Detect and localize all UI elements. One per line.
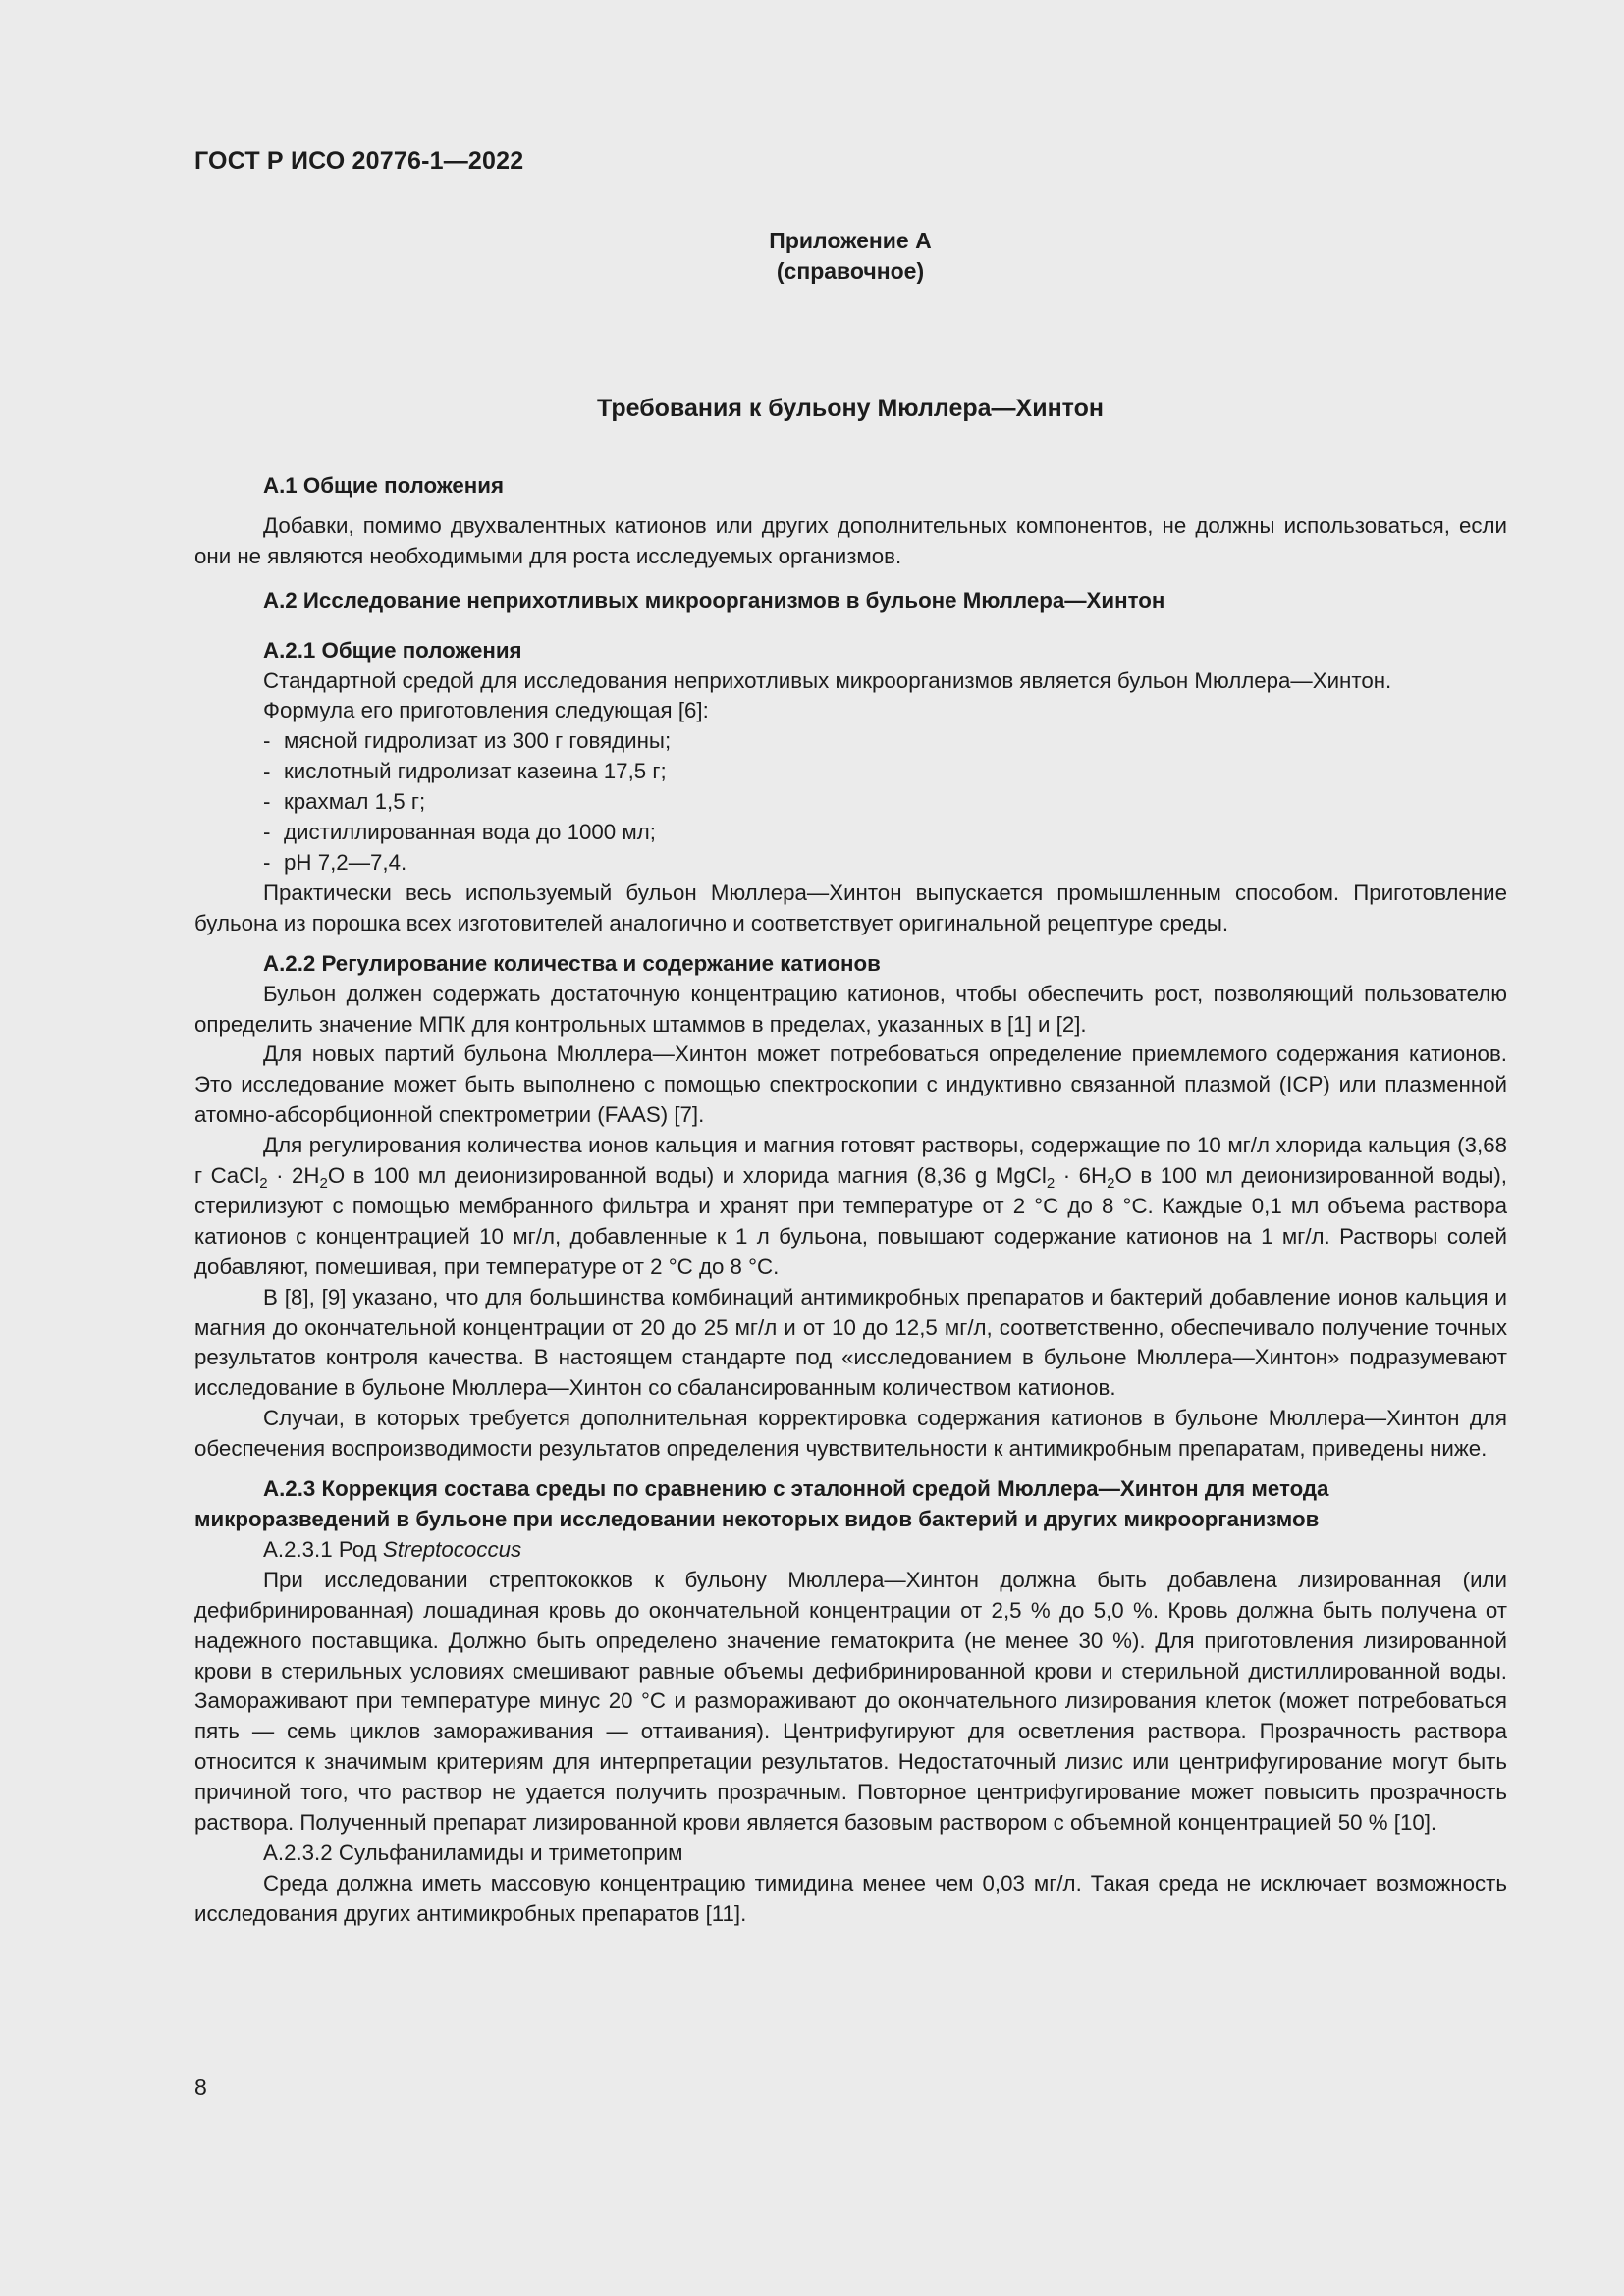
paragraph: При исследовании стрептококков к бульону Мюллера—Хинтон должна быть добавлена лизированная (или дефибринированная) лошадиная кровь до окончательной концентрации от 2,5 % до 5,0 %. Кровь должна быть получена от надежного поставщика. Должно быть определено значение гематокрита (не менее 30 %). Для приготовления лизированной крови в стерильных условиях смешивают равные объемы дефибринированной крови и стерильной дистиллированной воды. Замораживают при температуре минус 20 °С и размораживают до окончательного лизирования клеток (может потребоваться пять — семь циклов замораживания — оттаивания). Центрифугируют для осветления раствора. Прозрачность раствора относится к значимым критериям для интерпретации результатов. Недостаточный лизис или центрифугирование могут быть причиной того, что раствор не удается получить прозрачным. Повторное центрифугирование может повысить прозрачность раствора. Полученный препарат лизированной крови является базовым раствором с объемной концентрацией 50 % [10]. (194, 1567, 1507, 1836)
list-item: - крахмал 1,5 г; (263, 789, 426, 815)
page-number: 8 (194, 2074, 207, 2100)
section-heading-a1: А.1 Общие положения (263, 473, 504, 498)
paragraph: Для новых партий бульона Мюллера—Хинтон может потребоваться определение приемлемого содержания катионов. Это исследование может быть выполнено с помощью спектроскопии с индуктивно связанной плазмой (ICP) или плазменной атомно-абсорбционной спектрометрии (FAAS) [7]. (194, 1041, 1507, 1128)
list-item: - мясной гидролизат из 300 г говядины; (263, 728, 672, 754)
document-header: ГОСТ Р ИСО 20776-1—2022 (194, 147, 524, 175)
document-body (194, 471, 1507, 1930)
subsection-heading-a232: А.2.3.2 Сульфаниламиды и триметоприм (263, 1840, 683, 1865)
genus-name: Streptococcus (382, 1536, 522, 1562)
page-title: Требования к бульону Мюллера—Хинтон (597, 395, 1104, 422)
paragraph: Формула его приготовления следующая [6]: (263, 698, 709, 723)
appendix-title: Приложение А (769, 228, 932, 253)
list-item: - дистиллированная вода до 1000 мл; (263, 820, 656, 845)
paragraph: Стандартной средой для исследования неприхотливых микроорганизмов является бульон Мюллера—Хинтон. (263, 667, 1392, 693)
section-heading-a21: А.2.1 Общие положения (263, 637, 522, 663)
paragraph: Добавки, помимо двухвалентных катионов или других дополнительных компонентов, не должны использоваться, если они не являются необходимыми для роста исследуемых организмов. (194, 512, 1507, 568)
paragraph: Среда должна иметь массовую концентрацию тимидина менее чем 0,03 мг/л. Такая среда не исключает возможность исследования других антимикробных препаратов [11]. (194, 1870, 1507, 1926)
section-heading-a22: А.2.2 Регулирование количества и содержание катионов (263, 950, 881, 976)
appendix-label (0, 226, 1624, 287)
paragraph: Бульон должен содержать достаточную концентрацию катионов, чтобы обеспечить рост, позволяющий пользователю определить значение МПК для контрольных штаммов в пределах, указанных в [1] и [2]. (194, 981, 1507, 1037)
paragraph: Практически весь используемый бульон Мюллера—Хинтон выпускается промышленным способом. Приготовление бульона из порошка всех изготовителей аналогично и соответствует оригинальной рецептуре среды. (194, 880, 1507, 935)
list-item: - pH 7,2—7,4. (263, 849, 407, 875)
paragraph-with-formulas: Для регулирования количества ионов кальция и магния готовят растворы, содержащие по 10 мг/л хлорида кальция (3,68 г CaCl$_2$ · $2H_2O$ в 100 мл деионизированной воды) и хлорида магния (8,36 g MgCl$_2$ · $6H_2O$ в 100 мл деионизированной воды), стерилизуют с помощью мембранного фильтра и хранят при температуре от 2 °C до 8 °C. Каждые 0,1 мл объема раствора катионов с концентрацией 10 мг/л, добавленные к 1 л бульона, повышают содержание катионов на 1 мг/л. Растворы солей добавляют, помешивая, при температуре от 2 °C до 8 °C. (194, 1133, 1507, 1279)
section-heading-a2: А.2 Исследование неприхотливых микроорганизмов в бульоне Мюллера—Хинтон (263, 587, 1165, 613)
section-heading-a23: А.2.3 Коррекция состава среды по сравнению с эталонной средой Мюллера—Хинтон для метода микроразведений в бульоне при исследовании некоторых видов бактерий и других микроорганизмов (194, 1476, 1329, 1531)
appendix-type: (справочное) (776, 258, 925, 284)
paragraph: Случаи, в которых требуется дополнительная корректировка содержания катионов в бульоне Мюллера—Хинтон для обеспечения воспроизводимости результатов определения чувствительности к антимикробным препаратам, приведены ниже. (194, 1406, 1507, 1462)
paragraph: В [8], [9] указано, что для большинства комбинаций антимикробных препаратов и бактерий добавление ионов кальция и магния до окончательной концентрации от 20 до 25 мг/л и от 10 до 12,5 мг/л, соответственно, обеспечивало получение точных результатов контроля качества. В настоящем стандарте под «исследованием в бульоне Мюллера—Хинтон» подразумевают исследование в бульоне Мюллера—Хинтон со сбалансированным количеством катионов. (194, 1284, 1507, 1401)
subsection-heading-a231: А.2.3.1 Род Streptococcus (263, 1536, 522, 1562)
ingredient-list (194, 726, 1507, 879)
list-item: - кислотный гидролизат казеина 17,5 г; (263, 759, 667, 784)
